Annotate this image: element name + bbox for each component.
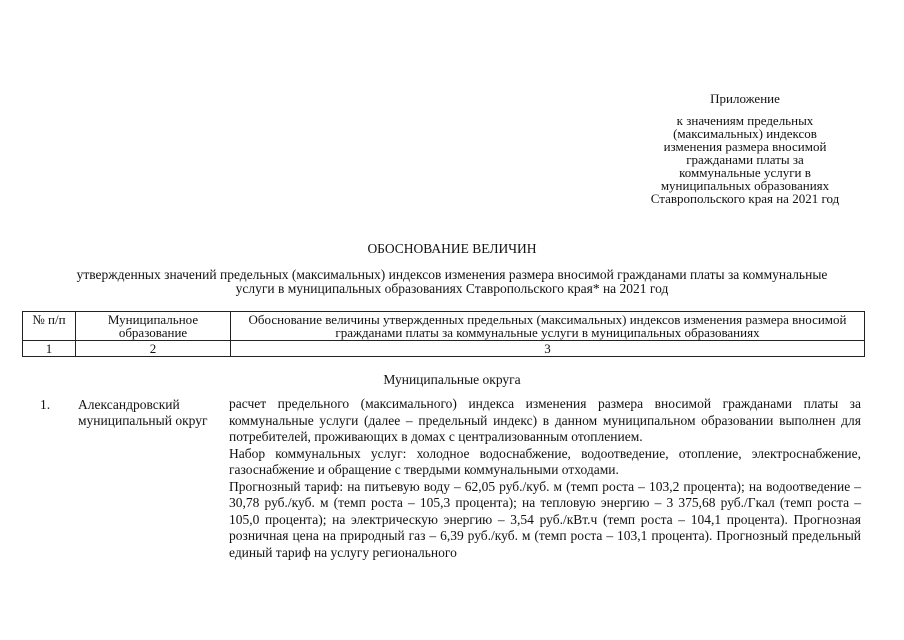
appendix-line: к значениям предельных bbox=[676, 113, 814, 128]
table-header-row bbox=[23, 312, 865, 341]
column-number-2: 2 bbox=[76, 341, 231, 357]
appendix-line: коммунальные услуги в bbox=[679, 165, 811, 180]
appendix-line: (максимальных) индексов bbox=[673, 126, 817, 141]
header-number: № п/п bbox=[23, 312, 76, 341]
header-justification: Обоснование величины утвержденных предельных (максимальных) индексов изменения размера вносимой гражданами платы за коммунальные услуги в муниципальных образованиях bbox=[231, 312, 865, 341]
justification-paragraph: Набор коммунальных услуг: холодное водоснабжение, водоотведение, отопление, электроснабжение, газоснабжение и обращение с твердыми коммунальными отходами. bbox=[229, 445, 861, 477]
header-table bbox=[22, 311, 865, 357]
column-number-3: 3 bbox=[231, 341, 865, 357]
section-title: Муниципальные округа bbox=[383, 372, 521, 387]
row-justification bbox=[229, 396, 861, 561]
appendix-line: изменения размера вносимой bbox=[663, 139, 827, 154]
document-heading: ОБОСНОВАНИЕ ВЕЛИЧИН bbox=[367, 241, 537, 256]
header-municipality: Муниципальное образование bbox=[76, 312, 231, 341]
row-municipality: Александровский муниципальный округ bbox=[78, 397, 208, 428]
table-column-number-row bbox=[23, 341, 865, 357]
appendix-line: гражданами платы за bbox=[686, 152, 804, 167]
appendix-line: Ставропольского края на 2021 год bbox=[650, 191, 840, 206]
row-number: 1. bbox=[40, 397, 51, 412]
appendix-line: муниципальных образованиях bbox=[660, 178, 830, 193]
justification-paragraph: Прогнозный тариф: на питьевую воду – 62,05 руб./куб. м (темп роста – 103,2 процента); на водоотведение – 30,78 руб./куб. м (темп роста – 105,3 процента); на тепловую энергию – 3 375,68 руб./Гкал (темп роста – 105,0 процента); на электрическую энергию – 3,54 руб./кВт.ч (темп роста – 104,1 процента). Прогнозная розничная цена на природный газ – 6,39 руб./куб. м (темп роста – 103,1 процента). Прогнозный предельный единый тариф на услугу регионального bbox=[229, 478, 861, 560]
column-number-1: 1 bbox=[23, 341, 76, 357]
appendix-title: Приложение bbox=[710, 91, 780, 106]
justification-paragraph: расчет предельного (максимального) индекса изменения размера вносимой гражданами платы за коммунальные услуги (далее – предельный индекс) в данном муниципальном образовании выполнен для потребителей, проживающих в домах с централизованным отоплением. bbox=[229, 396, 861, 444]
appendix-block bbox=[630, 92, 860, 205]
document-subtitle: утвержденных значений предельных (максимальных) индексов изменения размера вносимой гражданами платы за коммунальные услуги в муниципальных образованиях Ставропольского края* на 2021 год bbox=[76, 267, 828, 296]
